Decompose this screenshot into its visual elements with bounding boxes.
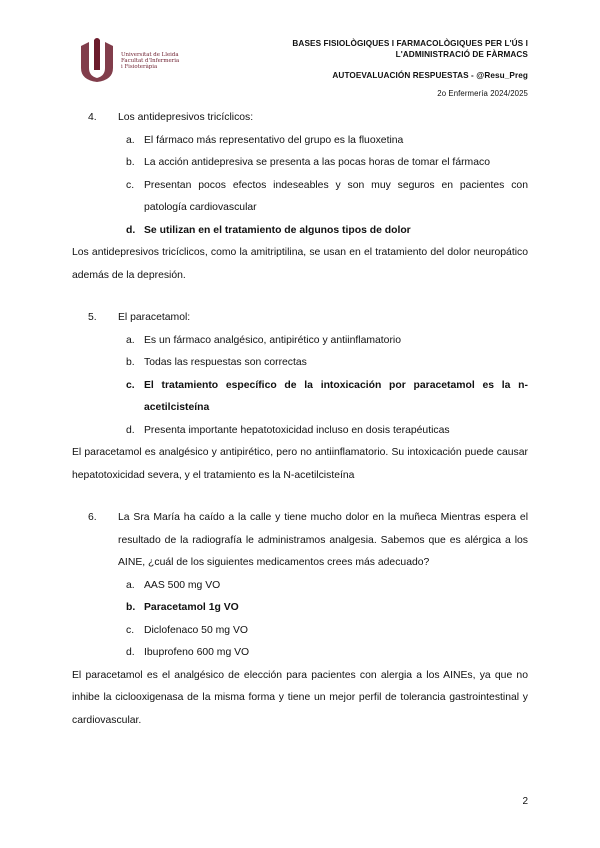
option-letter: c. (126, 179, 135, 191)
option-letter: d. (126, 224, 136, 236)
option-text: Diclofenaco 50 mg VO (144, 624, 248, 636)
document-body (72, 107, 528, 732)
header-title-line: L'ADMINISTRACIÓ DE FÀRMACS (395, 50, 528, 59)
option-correct (72, 375, 528, 420)
option-text: Paracetamol 1g VO (144, 602, 239, 613)
option-letter: c. (126, 624, 135, 636)
option-text: Presenta importante hepatotoxicidad incluso en dosis terapéuticas (144, 424, 450, 436)
question-6 (72, 507, 528, 575)
question-text: Los antidepresivos tricíclicos: (118, 112, 254, 123)
answer-explanation: El paracetamol es analgésico y antipirético, pero no antiinflamatorio. Su intoxicación puede causar hepatotoxicidad severa, y el tratamiento es la N-acetilcisteína (72, 447, 528, 481)
logo-text-line: Universitat de Lleida (121, 52, 179, 58)
option-letter: b. (126, 602, 136, 613)
option-letter: a. (126, 334, 135, 346)
option-text: La acción antidepresiva se presenta a las pocas horas de tomar el fármaco (144, 157, 490, 168)
question-number: 5. (88, 312, 97, 323)
option (72, 175, 528, 220)
option (72, 620, 528, 643)
logo-text-line: Facultat d'Infermeria (121, 58, 180, 64)
option (72, 130, 528, 153)
option-text: AAS 500 mg VO (144, 579, 221, 591)
option-text: Presentan pocos efectos indeseables y son muy seguros en pacientes con patología cardiovascular (144, 179, 528, 213)
option-letter: d. (126, 647, 135, 658)
option-text: El fármaco más representativo del grupo es la fluoxetina (144, 134, 404, 146)
option-text: Se utilizan en el tratamiento de algunos tipos de dolor (144, 224, 411, 236)
option-letter: b. (126, 157, 135, 168)
answer-explanation: Los antidepresivos tricíclicos, como la amitriptilina, se usan en el tratamiento del dolor neuropático además de la depresión. (72, 247, 528, 281)
header-course-title (292, 38, 528, 60)
option (72, 642, 528, 665)
question-number: 6. (88, 512, 97, 523)
answer-explanation: El paracetamol es el analgésico de elección para pacientes con alergia a los AINEs, ya que no inhibe la ciclooxigenasa de la misma forma y tiene un mejor perfil de tolerancia gastrointestinal y cardiovascular. (72, 669, 528, 726)
option-letter: a. (126, 579, 135, 591)
question-number: 4. (88, 112, 97, 123)
option-correct (72, 597, 528, 620)
option (72, 352, 528, 375)
option (72, 152, 528, 175)
option-letter: a. (126, 134, 135, 146)
option-text: Todas las respuestas son correctas (144, 357, 307, 368)
question-5 (72, 307, 528, 330)
option-correct (72, 220, 528, 243)
option (72, 420, 528, 443)
university-logo (75, 38, 195, 82)
question-text: El paracetamol: (118, 312, 191, 323)
option-letter: c. (126, 379, 135, 391)
spacer (72, 487, 528, 507)
option-text: Ibuprofeno 600 mg VO (144, 647, 250, 658)
header-year: 2o Enfermería 2024/2025 (437, 89, 528, 98)
logo-text (121, 52, 179, 70)
option-letter: d. (126, 424, 135, 436)
option-text: El tratamiento específico de la intoxicación por paracetamol es la n-acetilcisteína (144, 379, 528, 413)
question-text: La Sra María ha caído a la calle y tiene mucho dolor en la muñeca Mientras espera el resultado de la radiografía le administramos analgesia. Sabemos que es alérgica a los AINE, ¿cuál de los siguientes medicamentos crees más adecuado? (118, 512, 528, 568)
header-subtitle: AUTOEVALUACIÓN RESPUESTAS - @Resu_Preg (332, 71, 528, 80)
option (72, 330, 528, 353)
header-title-line: BASES FISIOLÒGIQUES I FARMACOLÒGIQUES PER L'ÚS I (292, 39, 528, 48)
option (72, 575, 528, 598)
option-text: Es un fármaco analgésico, antipirético y antiinflamatorio (144, 334, 402, 346)
question-4 (72, 107, 528, 130)
spacer (72, 287, 528, 307)
logo-text-line: i Fisioteràpia (121, 64, 158, 70)
university-crest-icon (75, 38, 119, 82)
page-number: 2 (522, 796, 528, 807)
option-letter: b. (126, 357, 135, 368)
